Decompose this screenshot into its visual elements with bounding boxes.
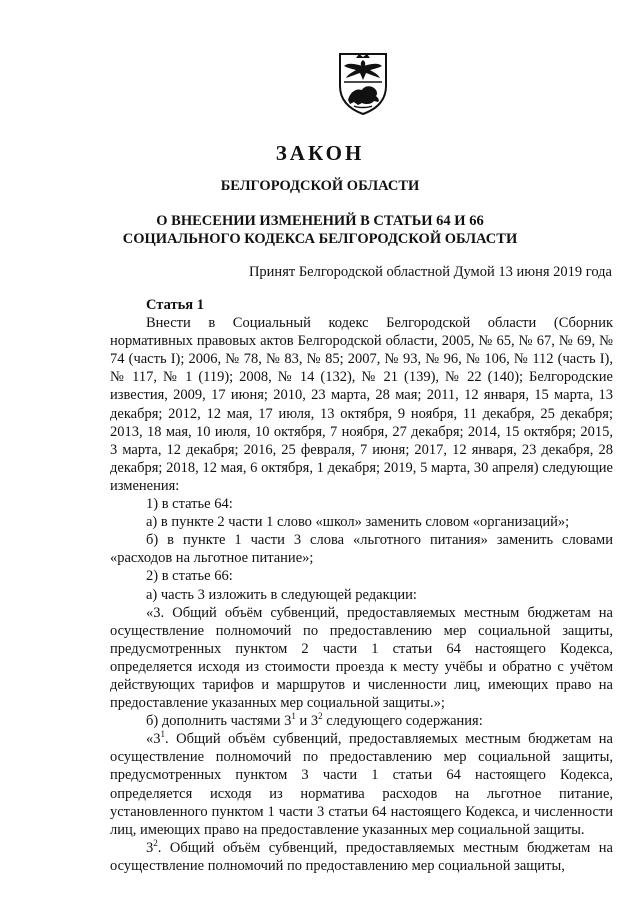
subject-line-2: СОЦИАЛЬНОГО КОДЕКСА БЕЛГОРОДСКОЙ ОБЛАСТИ <box>122 231 518 247</box>
document-title: ЗАКОН <box>275 141 365 165</box>
superscript: 1 <box>160 729 165 740</box>
document-region: БЕЛГОРОДСКОЙ ОБЛАСТИ <box>220 178 420 194</box>
paragraph: Внести в Социальный кодекс Белгородской области (Сборник нормативных правовых актов Белгородской области, 2005, № 65, № 67, № 69, № 74 (часть I); 2006, № 78, № 83, № 85; 2007, № 93, № 96, № 106, № 112 (часть I), № 117, № 1 (119); 2008, № 14 (132), № 21 (139), № 22 (140); Белгородские известия, 2009, 17 июня; 2010, 23 марта, 28 мая; 2011, 12 января, 15 марта, 13 декабря; 2012, 12 мая, 17 июля, 13 октября, 9 ноября, 11 декабря, 25 декабря; 2013, 18 мая, 10 июля, 10 октября, 7 ноября, 27 декабря; 2014, 15 октября; 2015, 3 марта, 12 декабря; 2016, 25 февраля, 7 июня; 2017, 12 января, 23 декабря, 28 декабря; 2018, 12 мая, 6 октября, 1 декабря; 2019, 5 марта, 30 апреля) следующие изменения: <box>110 315 613 494</box>
paragraph <box>110 839 613 875</box>
paragraph <box>110 730 613 839</box>
text-run: . Общий объём субвенций, предоставляемых местным бюджетам на осуществление полномочий по предоставлению мер социальной защиты, предусмотренных пунктом 3 части 1 статьи 64 настоящего Кодекса, определяется исходя из норматива расходов на льготное питание, установленного пунктом 1 части 3 статьи 64 настоящего Кодекса, и численности лиц, имеющих право на предоставление указанных мер социальной защиты. <box>110 731 613 838</box>
belgorod-coat-of-arms-icon <box>336 52 390 116</box>
text-run: . Общий объём субвенций, предоставляемых местным бюджетам на осуществление полномочий по предоставлению мер социальной защиты, <box>110 839 613 874</box>
article-heading: Статья 1 <box>146 297 204 313</box>
superscript: 2 <box>318 711 323 722</box>
paragraph: 1) в статье 64: <box>146 496 233 513</box>
paragraph: «3. Общий объём субвенций, предоставляемых местным бюджетам на осуществление полномочий по предоставлению мер социальной защиты, предусмотренных пунктом 2 части 1 статьи 64 настоящего Кодекса, определяется исходя из стоимости проезда к месту учёбы и обратно с учётом действующих тарифов и маршрутов и численности лиц, имеющих право на предоставление указанных мер социальной защиты.»; <box>110 604 613 712</box>
superscript: 2 <box>153 837 158 848</box>
paragraph: а) в пункте 2 части 1 слово «школ» заменить словом «организаций»; <box>146 514 570 531</box>
paragraph: а) часть 3 изложить в следующей редакции: <box>146 586 417 603</box>
text-run: «3 <box>146 731 161 748</box>
document-subject <box>0 212 640 248</box>
paragraph <box>110 712 613 730</box>
text-run: следующего содержания: <box>322 713 483 730</box>
paragraph: б) в пункте 1 части 3 слова «льготного питания» заменить словами «расходов на льготное питание»; <box>110 532 613 567</box>
text-run: б) дополнить частями 3 <box>146 713 292 730</box>
document-body <box>110 296 613 875</box>
adoption-note: Принят Белгородской областной Думой 13 июня 2019 года <box>248 264 612 280</box>
paragraph: 2) в статье 66: <box>146 568 233 585</box>
text-run: 3 <box>146 839 154 856</box>
superscript: 1 <box>291 711 296 722</box>
text-run: и 3 <box>295 713 319 730</box>
subject-line-1: О ВНЕСЕНИИ ИЗМЕНЕНИЙ В СТАТЬИ 64 И 66 <box>156 213 484 229</box>
